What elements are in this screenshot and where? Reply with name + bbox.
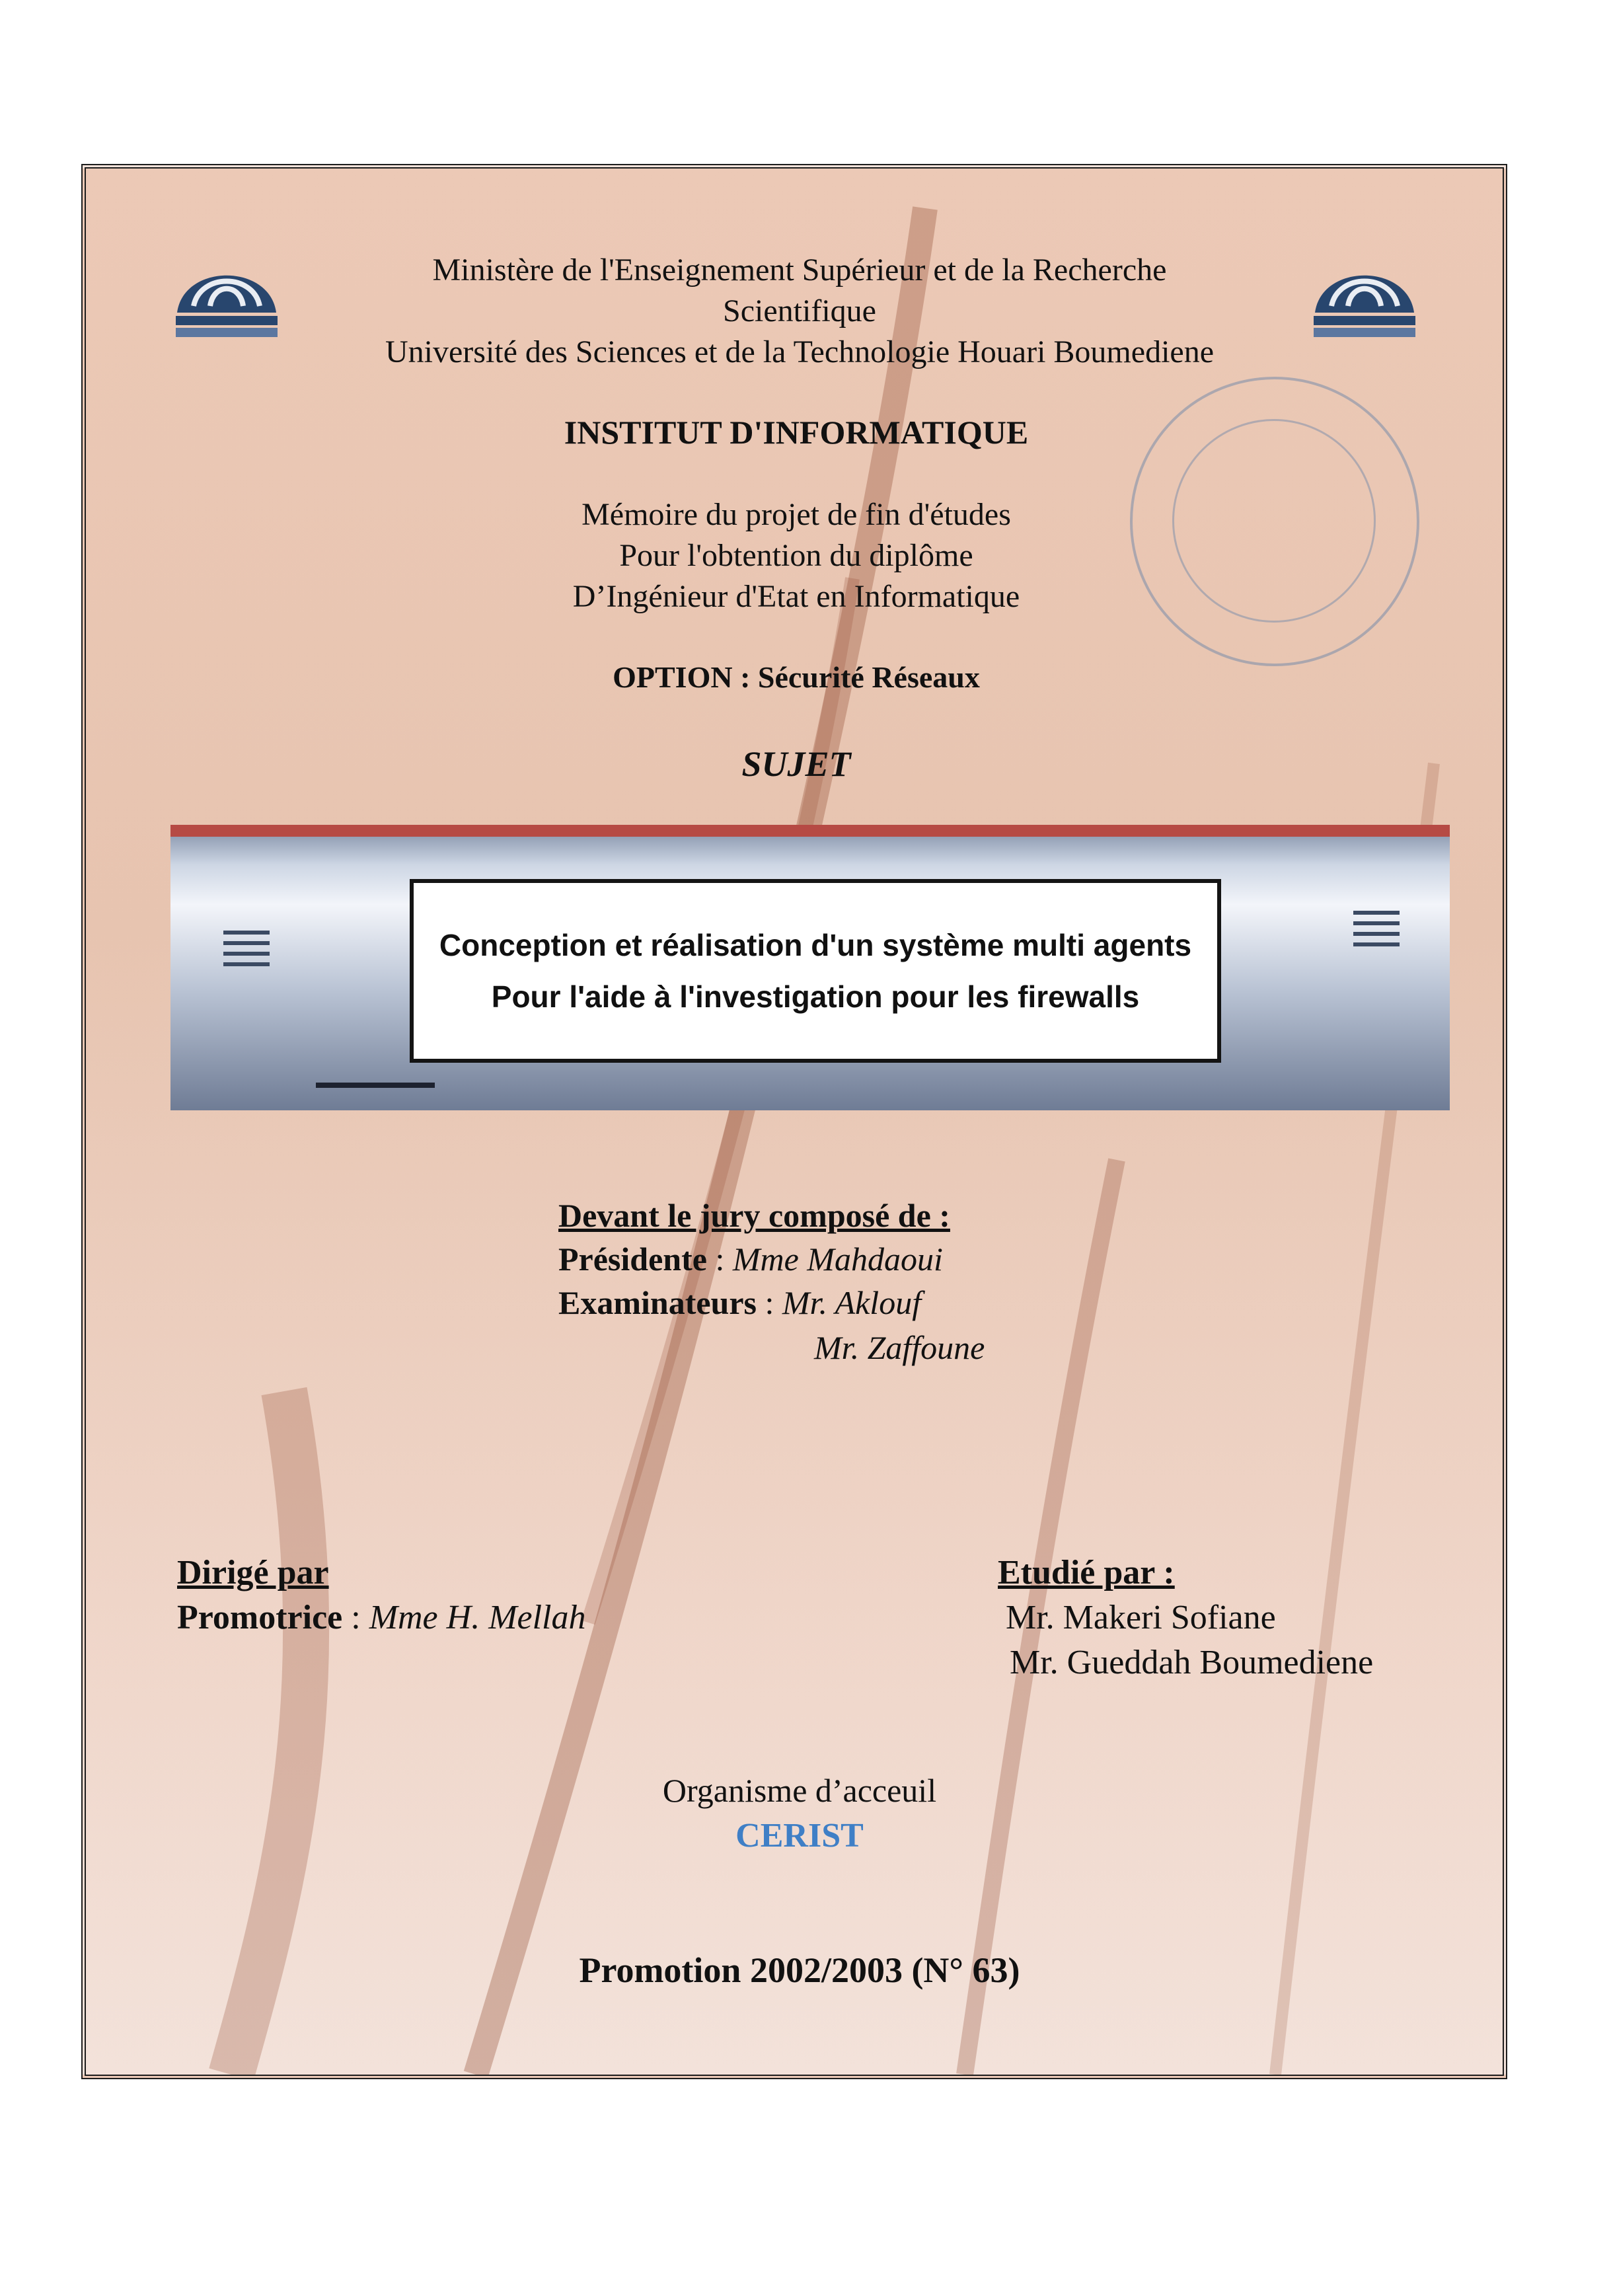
memoire-line-3: D’Ingénieur d'Etat en Informatique: [572, 579, 1020, 614]
jury-heading: Devant le jury composé de :: [558, 1197, 950, 1234]
sujet-label: SUJET: [741, 744, 851, 784]
students-heading: Etudié par :: [998, 1554, 1175, 1591]
promotion-line: Promotion 2002/2003 (N° 63): [579, 1950, 1020, 1990]
examiner-1: Mr. Aklouf: [782, 1284, 922, 1321]
examiners-label: Examinateurs: [558, 1284, 757, 1321]
promotrice-label: Promotrice: [177, 1599, 343, 1636]
subject-line-2: Pour l'aide à l'investigation pour les firewalls: [491, 979, 1140, 1014]
host-name: CERIST: [735, 1817, 864, 1855]
ministry-line-1: Ministère de l'Enseignement Supérieur et de la Recherche: [432, 252, 1167, 287]
institute-title: INSTITUT D'INFORMATIQUE: [564, 414, 1029, 451]
student-1: Mr. Makeri Sofiane: [1006, 1599, 1276, 1636]
supervision-heading: Dirigé par: [177, 1554, 329, 1591]
memoire-line-2: Pour l'obtention du diplôme: [619, 538, 973, 573]
ministry-line-2: Scientifique: [723, 293, 876, 328]
president-name: Mme Mahdaoui: [732, 1241, 943, 1278]
university-logo-icon: [170, 243, 283, 342]
president-label: Présidente: [558, 1241, 707, 1278]
university-logo-icon: [1308, 243, 1421, 342]
promotrice-name: Mme H. Mellah: [369, 1599, 586, 1636]
option-line: OPTION : Sécurité Réseaux: [613, 660, 980, 694]
host-label: Organisme d’acceuil: [662, 1772, 937, 1809]
university-name: Université des Sciences et de la Technologie Houari Boumediene: [385, 334, 1215, 369]
examiner-2: Mr. Zaffoune: [814, 1329, 985, 1366]
subject-title-box: [410, 879, 1221, 1063]
subject-line-1: Conception et réalisation d'un système multi agents: [439, 928, 1192, 962]
student-2: Mr. Gueddah Boumediene: [1010, 1644, 1374, 1681]
memoire-line-1: Mémoire du projet de fin d'études: [581, 497, 1011, 532]
